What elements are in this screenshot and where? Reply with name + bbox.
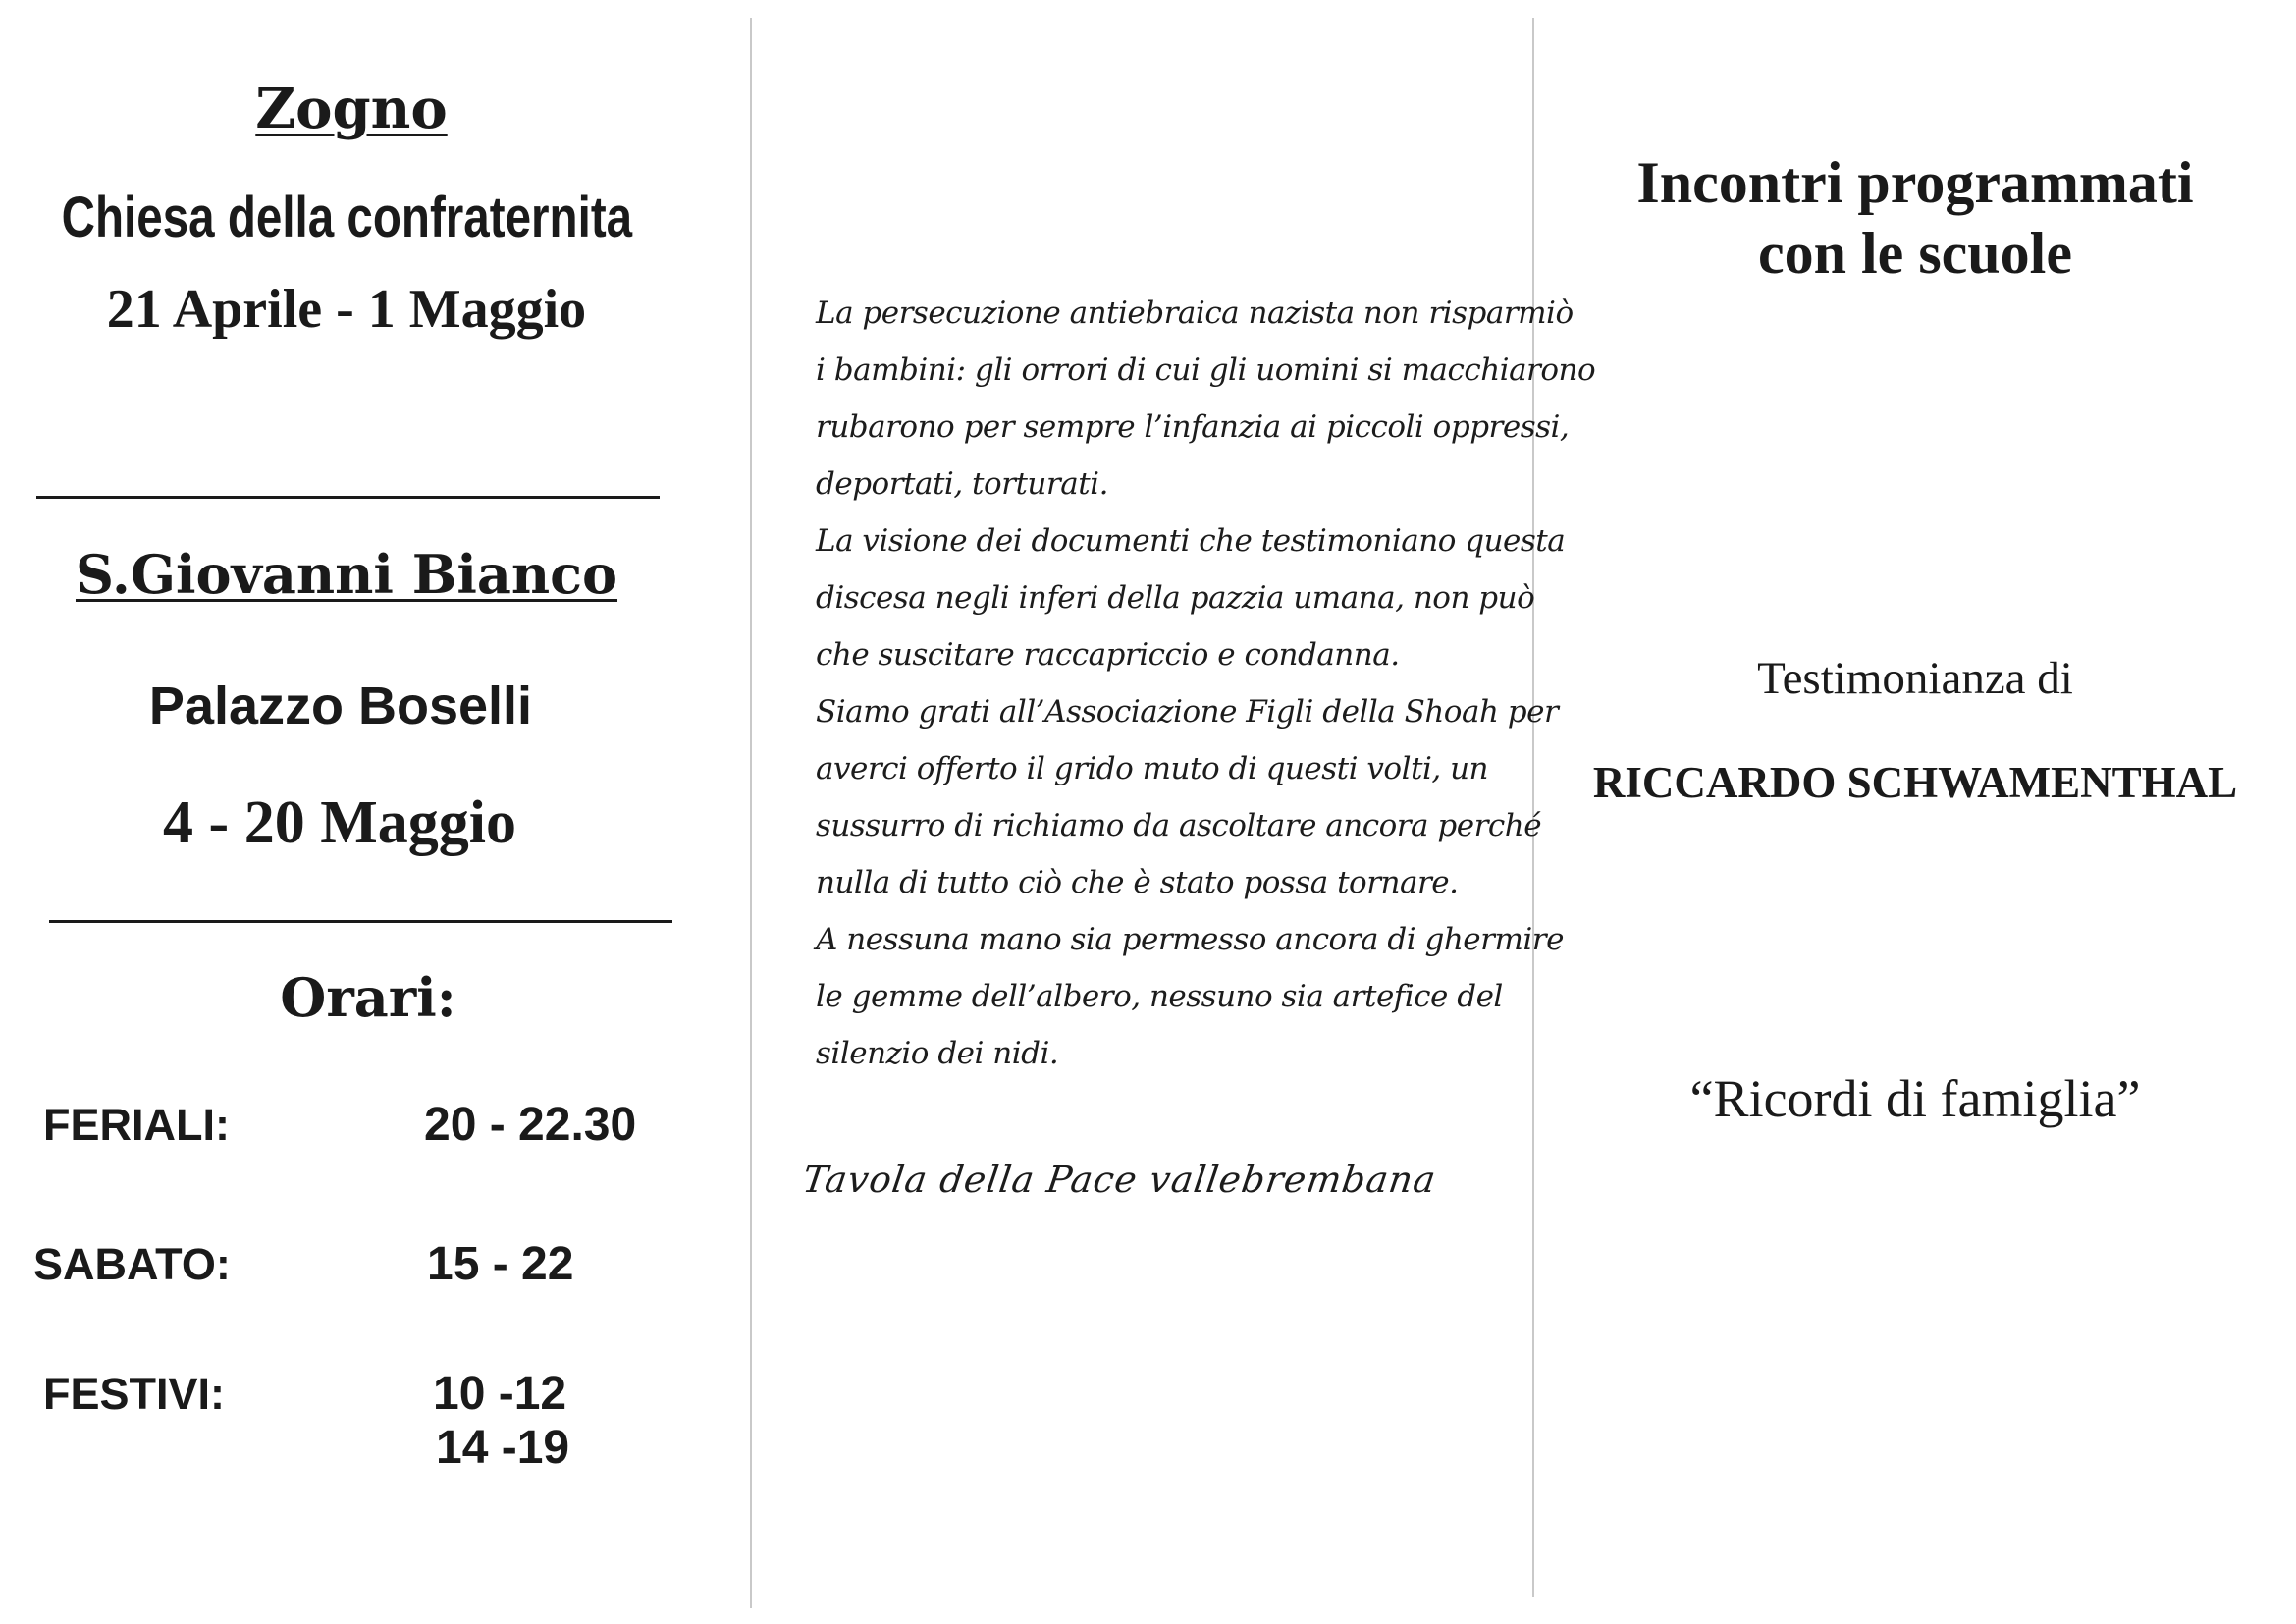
section-divider	[36, 496, 660, 499]
schedule-time: 14 -19	[436, 1422, 570, 1474]
text-line: averci offerto il grido muto di questi volti, un	[816, 751, 1489, 786]
schedule-time: 20 - 22.30	[424, 1099, 637, 1151]
testimony-label: Testimonianza di	[1757, 653, 2073, 704]
witness-name: RICCARDO SCHWAMENTHAL	[1592, 758, 2238, 807]
text-line: La visione dei documenti che testimoniano questa	[816, 523, 1566, 559]
signature: Tavola della Pace vallebrembana	[799, 1159, 1439, 1201]
section-divider	[49, 920, 672, 923]
zogno-dates: 21 Aprile - 1 Maggio	[106, 279, 587, 340]
schedule-day-label: FERIALI:	[43, 1100, 230, 1150]
schedule-day-label: SABATO:	[33, 1239, 231, 1289]
text-line: sussurro di richiamo da ascoltare ancora perché	[816, 808, 1542, 843]
heading-line: Incontri programmati	[1636, 150, 2194, 215]
orari-title: Orari:	[280, 966, 456, 1029]
talk-title: “Ricordi di famiglia”	[1689, 1069, 2141, 1128]
text-line: i bambini: gli orrori di cui gli uomini si macchiarono	[816, 352, 1596, 388]
san-giovanni-bianco-town-title: S.Giovanni Bianco	[75, 543, 618, 606]
schedule-day-label: FESTIVI:	[43, 1369, 226, 1419]
text-line: discesa negli inferi della pazzia umana, non può	[816, 580, 1535, 616]
zogno-venue: Chiesa della confraternita	[61, 186, 633, 249]
san-giovanni-bianco-dates: 4 - 20 Maggio	[163, 789, 516, 856]
text-line: deportati, torturati.	[816, 466, 1108, 502]
text-line: La persecuzione antiebraica nazista non risparmiò	[816, 296, 1574, 331]
events-heading	[1534, 147, 2296, 289]
text-line: silenzio dei nidi.	[816, 1036, 1059, 1071]
text-line: che suscitare raccapriccio e condanna.	[816, 637, 1400, 673]
text-line: Siamo grati all’Associazione Figli della Shoah per	[816, 694, 1559, 730]
heading-line: con le scuole	[1758, 221, 2072, 286]
text-line: le gemme dell’albero, nessuno sia artefice del	[816, 979, 1503, 1014]
text-line: A nessuna mano sia permesso ancora di ghermire	[816, 922, 1564, 957]
text-line: rubarono per sempre l’infanzia ai piccoli oppressi,	[816, 409, 1570, 445]
zogno-town-title: Zogno	[255, 77, 448, 141]
text-line: nulla di tutto ciò che è stato possa tornare.	[816, 865, 1459, 900]
schedule-time: 15 - 22	[427, 1238, 574, 1290]
schedule-time: 10 -12	[433, 1368, 567, 1420]
dedication-text	[816, 285, 1595, 1082]
san-giovanni-bianco-venue: Palazzo Boselli	[148, 677, 533, 735]
